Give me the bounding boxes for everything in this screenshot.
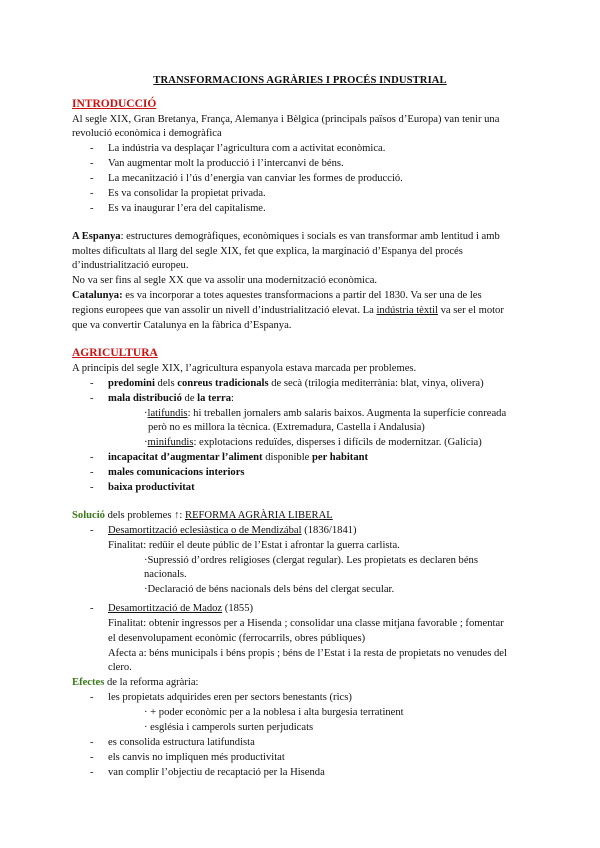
spain-paragraph-line: No va ser fins al segle XX que va assolir una modernització econòmica.	[72, 275, 378, 286]
agriculture-intro: A principis del segle XIX, l’agricultura espanyola estava marcada per problemes.	[72, 363, 417, 374]
list-item: - Van augmentar molt la producció i l’intercanvi de béns.	[90, 158, 344, 169]
sub-item-latifundis: ·latifundis: hi treballen jornalers amb salaris baixos. Augmenta la superfície conreada	[144, 408, 507, 419]
intro-paragraph-line: revolució econòmica i demogràfica	[72, 128, 222, 139]
purpose-line: Finalitat: obtenir ingressos per a Hisenda ; consolidar una classe mitjana favorable ; fomentar	[108, 618, 504, 629]
sub-item-latifundis-cont: però no es millora la tècnica. (Extremadura, Castella i Andalusia)	[148, 422, 425, 433]
section-heading-intro: INTRODUCCIÓ	[72, 98, 157, 110]
detail-line: ·Supressió d’ordres religioses (clergat regular). Les propietats es declaren béns	[144, 555, 478, 566]
sub-item-minifundis: ·minifundis: explotacions reduïdes, disperses i difícils de modernitzar. (Galícia)	[144, 437, 482, 448]
list-item: - Es va inaugurar l’era del capitalisme.	[90, 203, 266, 214]
list-item: - Es va consolidar la propietat privada.	[90, 188, 266, 199]
list-item: - Desamortització eclesiàstica o de Mendizábal (1836/1841)	[90, 525, 357, 536]
spain-paragraph-line: d’industrialització europeu.	[72, 260, 189, 271]
list-item: - baixa productivitat	[90, 482, 195, 493]
list-item: - les propietats adquirides eren per sectors benestants (rics)	[90, 692, 352, 703]
list-item: - incapacitat d’augmentar l’aliment disponible per habitant	[90, 452, 369, 463]
solution-line: Solució dels problemes ↑: REFORMA AGRÀRIA LIBERAL	[72, 510, 333, 521]
detail-line: · església i camperols surten perjudicats	[144, 722, 314, 733]
effects-line: Efectes de la reforma agrària:	[72, 677, 199, 688]
list-item: - van complir l’objectiu de recaptació per la Hisenda	[90, 767, 325, 778]
purpose-line: Finalitat: redüir el deute públic de l’Estat i afrontar la guerra carlista.	[108, 540, 400, 551]
catalunya-paragraph-line: Catalunya: es va incorporar a totes aquestes transformacions a partir del 1830. Va ser una de les	[72, 290, 482, 301]
detail-line: ·Declaració de béns nacionals dels béns del clergat secular.	[144, 584, 395, 595]
list-item: - La mecanització i l’ús d’energia van canviar les formes de producció.	[90, 173, 403, 184]
spain-paragraph-line: moltes dificultats al llarg del segle XIX, fet que explica, la marginació d’Espanya del procés	[72, 246, 463, 257]
intro-paragraph-line: Al segle XIX, Gran Bretanya, França, Alemanya i Bèlgica (principals països d’Europa) van tenir una	[72, 114, 500, 125]
catalunya-paragraph-line: regions europees que van assolir un nivell d’industrialització elevat. La indústria tèxtil va ser el motor	[72, 305, 504, 316]
catalunya-paragraph-line: que va convertir Catalunya en la fàbrica d’Espanya.	[72, 320, 292, 331]
purpose-line: el desenvolupament econòmic (ferrocarrils, obres públiques)	[108, 633, 366, 644]
list-item: - mala distribució de la terra:	[90, 393, 234, 404]
affects-line: clero.	[108, 662, 132, 673]
list-item: - Desamortització de Madoz (1855)	[90, 603, 254, 614]
detail-line: · + poder econòmic per a la noblesa i alta burgesia terratinent	[144, 707, 404, 718]
spain-paragraph-line: A Espanya: estructures demogràfiques, econòmiques i socials es van transformar amb lentitud i amb	[72, 231, 500, 242]
list-item: - La indústria va desplaçar l’agricultura com a activitat econòmica.	[90, 143, 386, 154]
affects-line: Afecta a: béns municipals i béns propis ; béns de l’Estat i la resta de propietats no venudes del	[108, 648, 507, 659]
detail-line: nacionals.	[144, 569, 187, 580]
list-item: - es consolida estructura latifundista	[90, 737, 255, 748]
list-item: - predomini dels conreus tradicionals de secà (trilogia mediterrània: blat, vinya, olivera)	[90, 378, 484, 389]
document-title: TRANSFORMACIONS AGRÀRIES I PROCÉS INDUSTRIAL	[153, 75, 447, 86]
list-item: - males comunicacions interiors	[90, 467, 245, 478]
list-item: - els canvis no impliquen més productivitat	[90, 752, 285, 763]
section-heading-agriculture: AGRICULTURA	[72, 347, 158, 359]
